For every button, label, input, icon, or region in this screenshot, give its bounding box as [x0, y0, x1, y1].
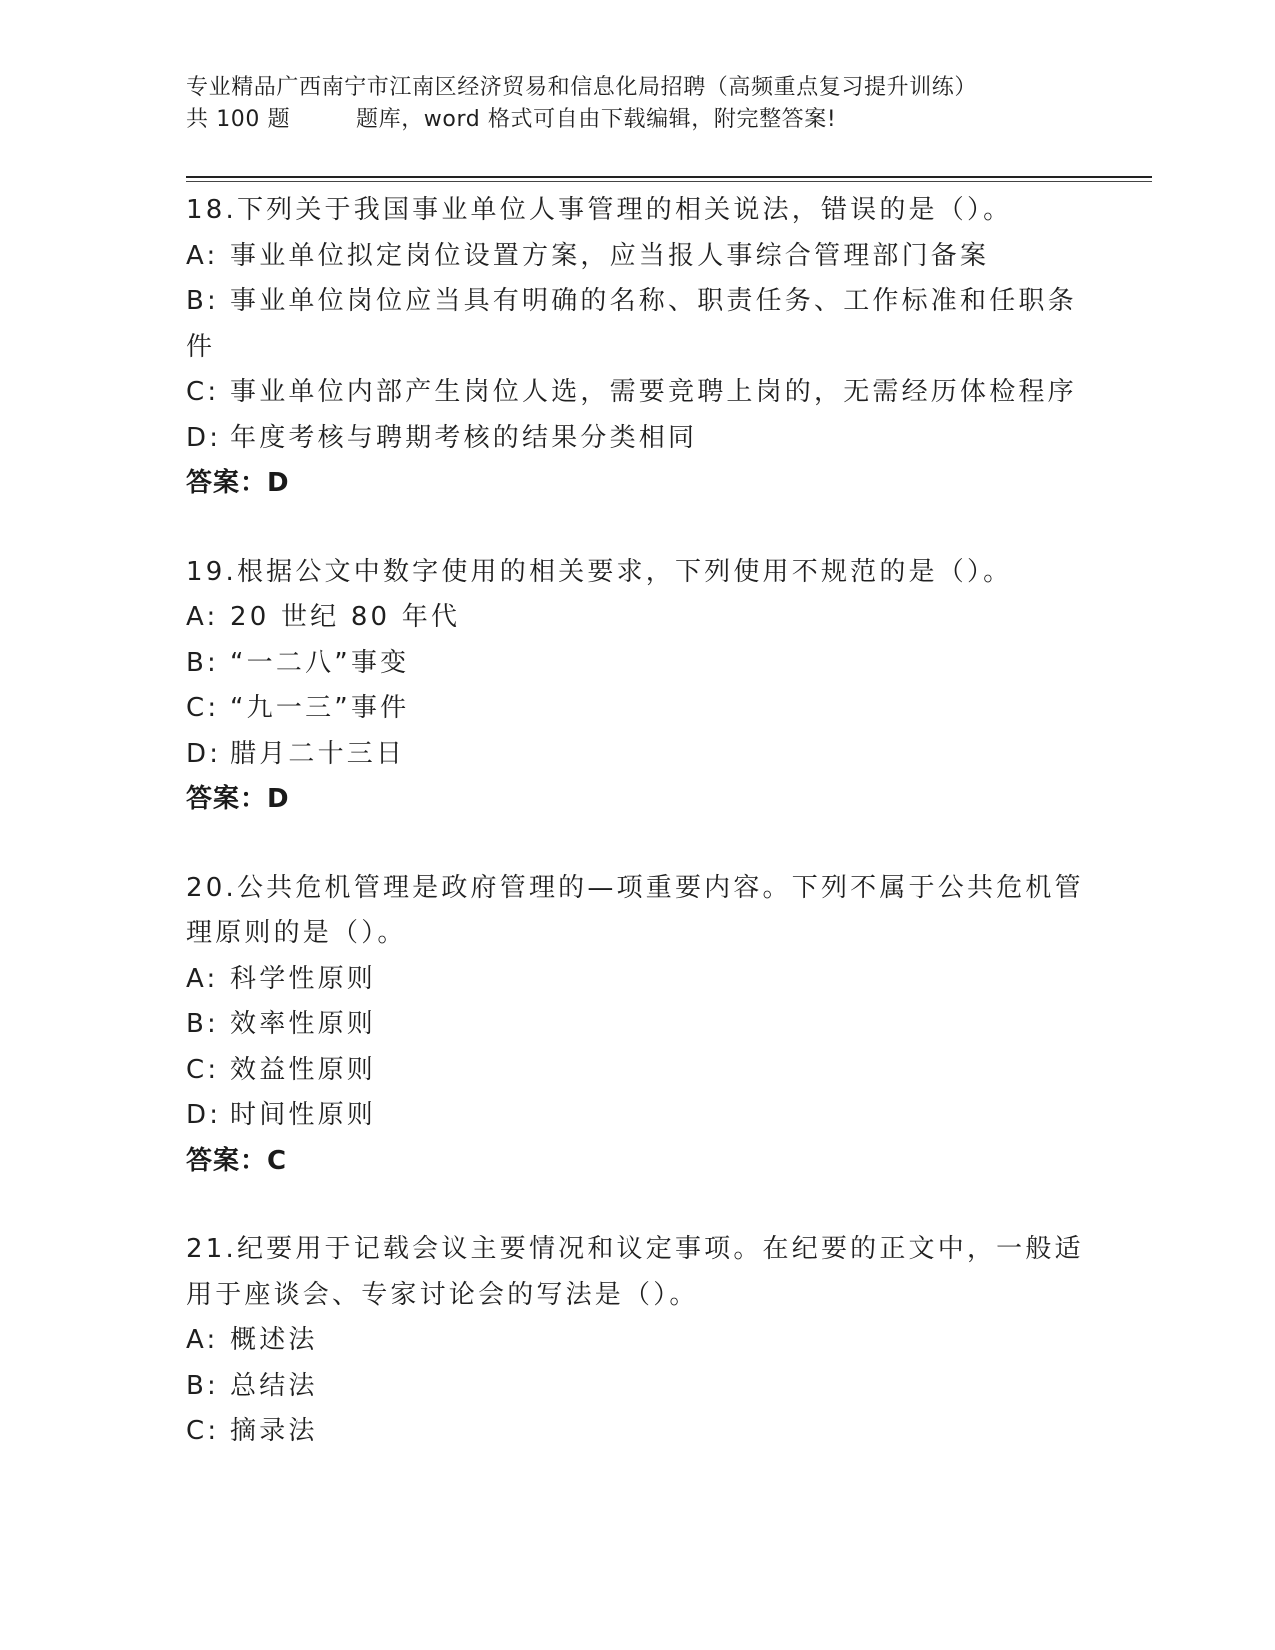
option-text: 摘录法	[230, 1416, 318, 1446]
option-text: 事业单位岗位应当具有明确的名称、职责任务、工作标准和任职条	[230, 286, 1077, 316]
header-question-count: 共 100 题	[186, 107, 291, 132]
document-header	[186, 72, 1086, 136]
option-text: 腊月二十三日	[230, 738, 406, 769]
option-key: A:	[186, 602, 219, 632]
option-d	[186, 1093, 1086, 1139]
option-b	[186, 641, 1086, 687]
answer: 答案：D	[186, 468, 290, 498]
option-text: 总结法	[230, 1370, 318, 1401]
question-stem-line1: 20.公共危机管理是政府管理的—项重要内容。下列不属于公共危机管	[186, 872, 1084, 903]
option-c	[186, 1048, 1086, 1094]
option-key: D:	[186, 1100, 222, 1130]
option-key: B:	[186, 1009, 219, 1039]
option-c	[186, 370, 1086, 416]
question-18	[186, 188, 1086, 507]
option-key: A:	[186, 963, 219, 994]
option-a	[186, 234, 1086, 280]
option-text: 年度考核与聘期考核的结果分类相同	[230, 422, 698, 453]
option-a	[186, 595, 1086, 641]
option-key: D:	[186, 738, 222, 769]
header-rule-thick	[186, 176, 1152, 178]
option-key: D:	[186, 422, 222, 453]
option-text: “一二八”事变	[230, 647, 410, 678]
option-d	[186, 416, 1086, 462]
option-d	[186, 732, 1086, 778]
option-text: 效益性原则	[230, 1054, 377, 1085]
question-21	[186, 1227, 1086, 1455]
question-stem: 18.下列关于我国事业单位人事管理的相关说法，错误的是（）。	[186, 195, 1013, 225]
option-text: 概述法	[230, 1325, 318, 1355]
option-b	[186, 279, 1086, 325]
option-a	[186, 1318, 1086, 1364]
option-key: A:	[186, 240, 219, 271]
option-key: C:	[186, 1054, 220, 1085]
question-20	[186, 866, 1086, 1185]
option-text: 时间性原则	[230, 1100, 377, 1130]
option-key: C:	[186, 693, 220, 723]
option-text: 20 世纪 80 年代	[230, 602, 461, 632]
option-text: “九一三”事件	[230, 693, 410, 723]
option-c	[186, 686, 1086, 732]
option-c	[186, 1409, 1086, 1455]
option-a	[186, 957, 1086, 1003]
option-key: C:	[186, 377, 220, 407]
option-text: 事业单位拟定岗位设置方案，应当报人事综合管理部门备案	[230, 240, 990, 271]
question-19	[186, 550, 1086, 823]
header-subtitle	[186, 104, 1086, 136]
option-key: B:	[186, 647, 219, 678]
option-key: A:	[186, 1325, 219, 1355]
question-list	[186, 188, 1086, 1498]
option-text: 事业单位内部产生岗位人选，需要竞聘上岗的，无需经历体检程序	[230, 377, 1077, 407]
question-stem: 19.根据公文中数字使用的相关要求，下列使用不规范的是（）。	[186, 556, 1013, 587]
option-text: 效率性原则	[230, 1009, 377, 1039]
option-key: B:	[186, 286, 219, 316]
answer: 答案：D	[186, 784, 290, 814]
option-b	[186, 1364, 1086, 1410]
option-key: C:	[186, 1416, 220, 1446]
question-stem-line2: 用于座谈会、专家讨论会的写法是（）。	[186, 1279, 699, 1310]
option-text: 科学性原则	[230, 963, 377, 994]
question-stem-line1: 21.纪要用于记载会议主要情况和议定事项。在纪要的正文中，一般适	[186, 1234, 1084, 1264]
header-rule-thin	[186, 181, 1152, 182]
question-stem-line2: 理原则的是（）。	[186, 918, 407, 948]
header-title: 专业精品广西南宁市江南区经济贸易和信息化局招聘（高频重点复习提升训练）	[186, 75, 978, 100]
option-b-continuation: 件	[186, 331, 216, 362]
answer: 答案：C	[186, 1145, 288, 1176]
header-description: 题库，word 格式可自由下载编辑，附完整答案!	[356, 107, 837, 132]
option-b	[186, 1002, 1086, 1048]
option-key: B:	[186, 1370, 219, 1401]
